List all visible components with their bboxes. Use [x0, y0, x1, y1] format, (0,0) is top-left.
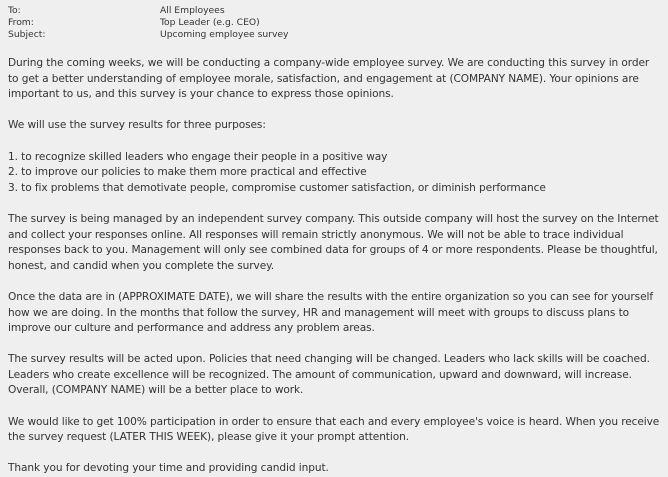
header-value: All Employees	[160, 5, 225, 16]
header-from	[8, 17, 660, 29]
list-item: 1. to recognize skilled leaders who engage their people in a positive way	[8, 150, 388, 163]
header-label: Subject:	[8, 29, 46, 40]
memo-header	[8, 5, 660, 41]
header-label: From:	[8, 17, 34, 28]
header-to	[8, 5, 660, 17]
list-item: 3. to fix problems that demotivate people, compromise customer satisfaction, or diminish performance	[8, 181, 546, 194]
paragraph: Once the data are in (APPROXIMATE DATE), we will share the results with the entire organization so you can see for yourself how we are doing. In the months that follow the survey, HR and management will meet with groups to discuss plans to improve our culture and performance and address any problem areas.	[8, 290, 653, 335]
paragraph: During the coming weeks, we will be conducting a company-wide employee survey. We are conducting this survey in order to get a better understanding of employee morale, satisfaction, and engagement at (COMPANY NAME). Your opinions are important to us, and this survey is your chance to express those opinions.	[8, 57, 650, 101]
paragraph: We would like to get 100% participation in order to ensure that each and every employee's voice is heard. When you receive the survey request (LATER THIS WEEK), please give it your prompt attention.	[8, 415, 660, 444]
paragraph: Thank you for devoting your time and providing candid input.	[8, 462, 329, 475]
paragraph: The survey is being managed by an independent survey company. This outside company will host the survey on the Internet and collect your responses online. All responses will remain strictly anonymous. We will not be able to trace individual responses back to you. Management will only see combined data for groups of 4 or more respondents. Please be thoughtful, honest, and candid when you complete the survey.	[8, 212, 659, 272]
header-subject	[8, 29, 660, 41]
header-value: Upcoming employee survey	[160, 29, 289, 40]
header-value: Top Leader (e.g. CEO)	[160, 17, 260, 28]
header-label: To:	[8, 5, 21, 16]
paragraph: We will use the survey results for three purposes:	[8, 119, 266, 132]
memo-body	[8, 56, 660, 477]
list-item: 2. to improve our policies to make them more practical and effective	[8, 166, 367, 179]
paragraph: The survey results will be acted upon. Policies that need changing will be changed. Leaders who lack skills will be coached. Leaders who create excellence will be recognized. The amount of communication, upward and downward, will increase. Overall, (COMPANY NAME) will be a better place to work.	[8, 353, 650, 397]
purpose-list	[8, 150, 660, 197]
